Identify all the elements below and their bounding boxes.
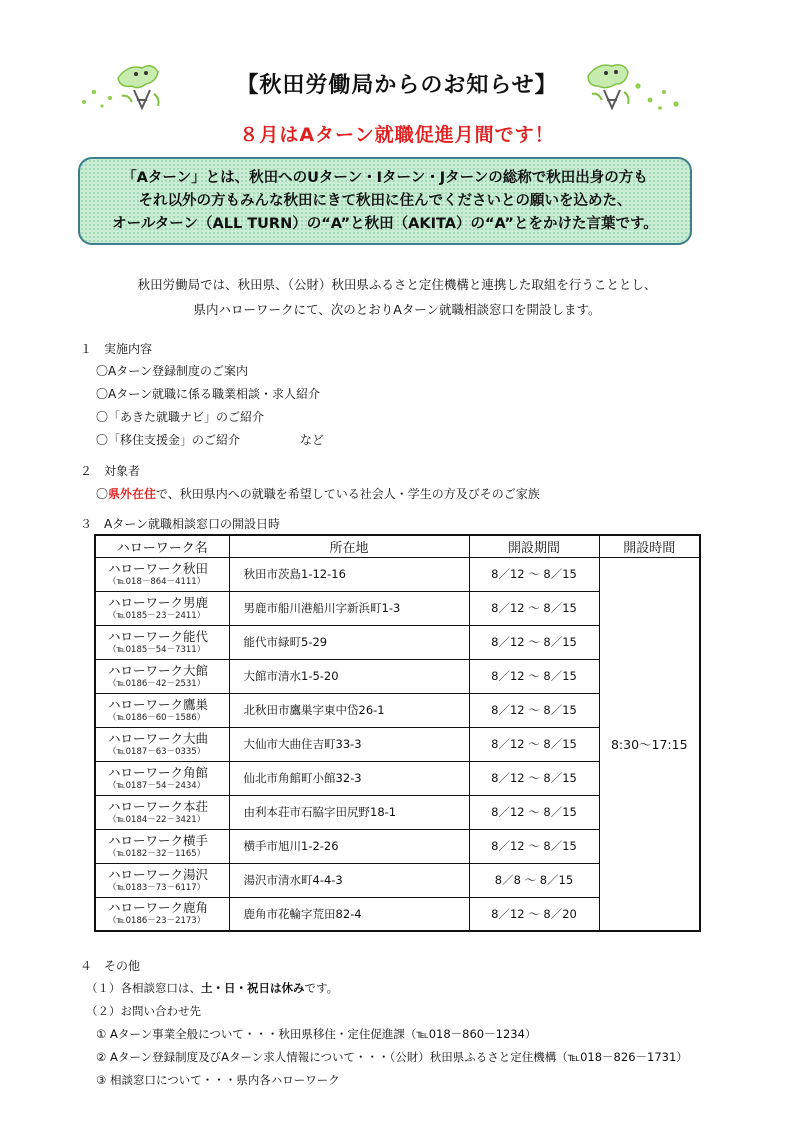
office-cell [95,557,229,591]
office-phone: （℡0187－54－2434） [108,780,206,791]
office-address: 湯沢市清水町4-4-3 [229,863,469,897]
office-name: ハローワーク男鹿 [108,594,209,610]
target-description: で、秋田県内への就職を希望している社会人・学生の方及びそのご家族 [156,487,540,501]
office-phone: （℡0185－23－2411） [108,610,206,621]
office-address: 由利本荘市石脇字田尻野18-1 [229,795,469,829]
consultation-office-table [94,534,701,932]
office-cell [95,693,229,727]
section-1-item-4: 〇「移住支援金」のご紹介 など [96,433,325,447]
office-period: 8／12 ～ 8／15 [469,591,599,625]
intro-paragraph [0,272,794,322]
column-header-hours: 開設時間 [599,535,700,557]
office-name: ハローワーク鹿角 [108,900,209,916]
contact-2: ② Aターン登録制度及びAターン求人情報について・・・（公財）秋田県ふるさと定住機構（℡018－826－1731） [96,1050,688,1064]
column-header-address: 所在地 [229,535,469,557]
page-title: 【秋田労働局からのお知らせ】 [236,73,558,98]
office-address: 大仙市大曲住吉町33-3 [229,727,469,761]
section-1-item-1: 〇Aターン登録制度のご案内 [96,364,248,378]
target-bullet: 〇 [96,487,109,501]
definition-line-2: それ以外の方もみんな秋田にきて秋田に住んでくださいとの願いを込めた、 [138,193,632,209]
office-phone: （℡0186－42－2531） [108,678,206,689]
section-3-heading: ３ Aターン就職相談窓口の開設日時 [80,517,280,531]
office-name: ハローワーク鷹巣 [108,696,209,712]
section-4-heading: ４ その他 [80,959,141,973]
closed-days-bold: 土・日・祝日は休み [201,981,305,995]
section-1-item-2: 〇Aターン就職に係る職業相談・求人紹介 [96,387,320,401]
office-period: 8／12 ～ 8／20 [469,897,599,931]
office-period: 8／12 ～ 8／15 [469,795,599,829]
office-name: ハローワーク秋田 [108,560,209,576]
target-highlight: 県外在住 [108,487,157,501]
office-name: ハローワーク大曲 [108,730,209,746]
office-phone: （℡0186－60－1586） [108,712,206,723]
office-name: ハローワーク湯沢 [108,866,209,882]
office-address: 鹿角市花輪字荒田82-4 [229,897,469,931]
header [0,60,794,120]
office-cell [95,727,229,761]
closed-days-note [86,980,338,996]
office-address: 男鹿市船川港船川字新浜町1-3 [229,591,469,625]
office-cell [95,897,229,931]
office-period: 8／12 ～ 8／15 [469,761,599,795]
office-phone: （℡0186－23－2173） [108,916,206,927]
office-period: 8／12 ～ 8／15 [469,727,599,761]
office-phone: （℡0187－63－0335） [108,746,206,757]
office-cell [95,659,229,693]
office-name: ハローワーク大館 [108,662,209,678]
office-name: ハローワーク角館 [108,764,209,780]
office-address: 北秋田市鷹巣字東中岱26-1 [229,693,469,727]
section-2-target [96,485,540,502]
section-2-heading: ２ 対象者 [80,464,141,478]
office-cell [95,591,229,625]
office-address: 秋田市茨島1-12-16 [229,557,469,591]
a-turn-definition-box [78,157,692,245]
office-period: 8／12 ～ 8／15 [469,625,599,659]
office-phone: （℡0182－32－1165） [108,848,206,859]
table-body [95,557,700,931]
definition-line-3: オールターン（ALL TURN）の“A”と秋田（AKITA）の“A”とをかけた言葉です。 [112,216,658,232]
office-cell [95,761,229,795]
inquiry-heading: （２）お問い合わせ先 [86,1004,201,1018]
office-phone: （℡0183－73－6117） [108,882,206,893]
office-cell [95,625,229,659]
decorative-dots-right [630,78,690,112]
office-period: 8／12 ～ 8／15 [469,693,599,727]
office-period: 8／12 ～ 8／15 [469,829,599,863]
column-header-office: ハローワーク名 [95,535,229,557]
closed-days-prefix: （１）各相談窓口は、 [86,981,201,995]
section-1-heading: １ 実施内容 [80,342,153,356]
office-address: 能代市緑町5-29 [229,625,469,659]
office-hours: 8:30〜17:15 [599,557,700,931]
closed-days-suffix: です。 [304,981,339,995]
office-phone: （℡0184－22－3421） [108,814,206,825]
office-period: 8／12 ～ 8／15 [469,659,599,693]
campaign-subtitle: ８月はAターン就職促進月間です！ [239,124,555,146]
table-header-row [95,535,700,557]
intro-line-1: 秋田労働局では、秋田県、（公財）秋田県ふるさと定住機構と連携した取組を行うこととし、 [137,277,657,292]
office-phone: （℡0185－54－7311） [108,644,206,655]
section-1-item-3: 〇「あきた就職ナビ」のご紹介 [96,410,265,424]
contact-3: ③ 相談窓口について・・・県内各ハローワーク [96,1073,340,1087]
office-address: 横手市旭川1-2-26 [229,829,469,863]
table-row [95,557,700,591]
office-name: ハローワーク横手 [108,832,209,848]
office-name: ハローワーク能代 [108,628,209,644]
office-cell [95,795,229,829]
office-phone: （℡018－864－4111） [108,576,206,587]
office-cell [95,829,229,863]
office-name: ハローワーク本荘 [108,798,209,814]
contact-1: ① Aターン事業全般について・・・秋田県移住・定住促進課（℡018－860－1234） [96,1027,537,1041]
office-period: 8／12 ～ 8／15 [469,557,599,591]
intro-line-2: 県内ハローワークにて、次のとおりAターン就職相談窓口を開設します。 [193,302,601,317]
definition-line-1: 「Aターン」とは、秋田へのUターン・Iターン・Jターンの総称で秋田出身の方も [122,170,648,186]
office-period: 8／8 ～ 8／15 [469,863,599,897]
office-address: 大館市清水1-5-20 [229,659,469,693]
office-cell [95,863,229,897]
office-address: 仙北市角館町小館32-3 [229,761,469,795]
column-header-period: 開設期間 [469,535,599,557]
